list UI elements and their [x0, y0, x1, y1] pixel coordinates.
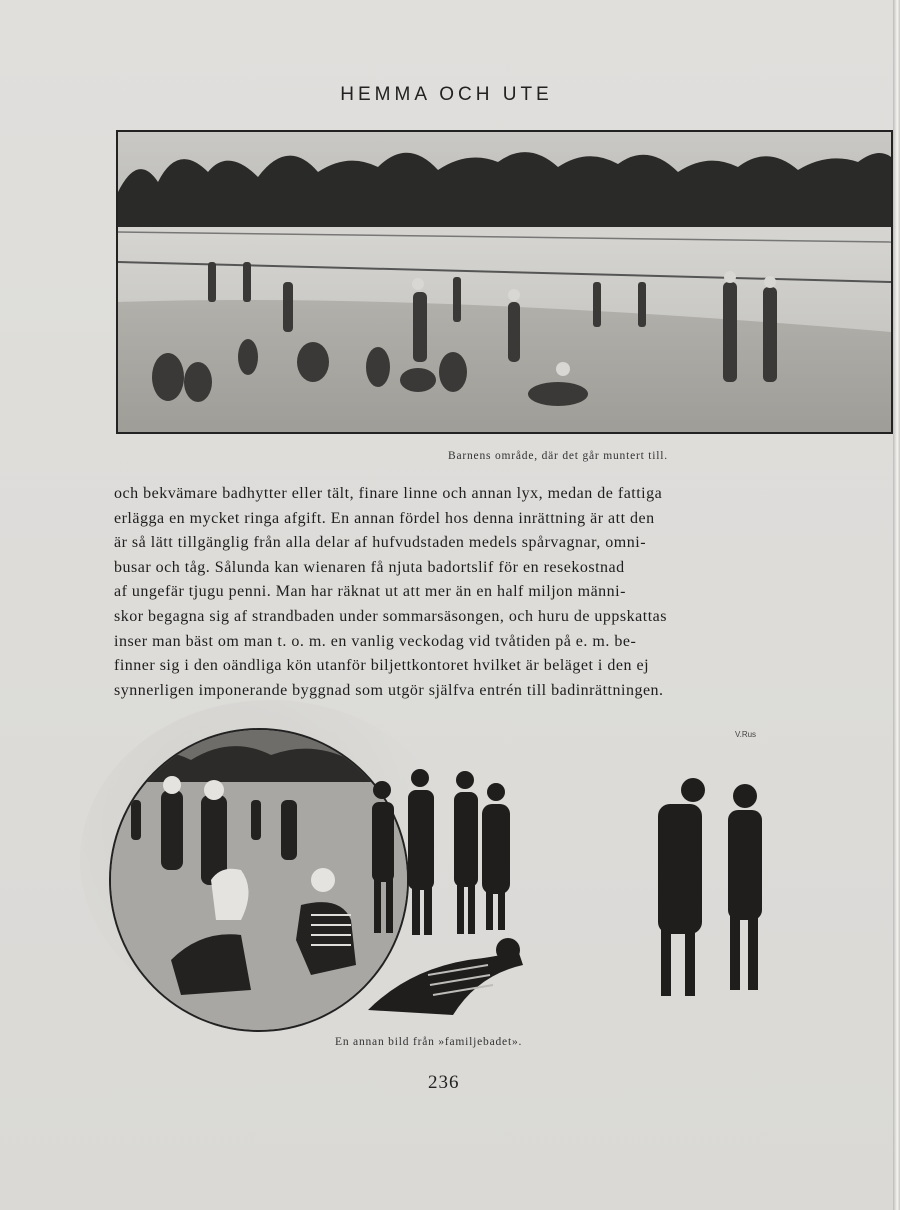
bottom-photo-caption: En annan bild från »familjebadet». — [335, 1036, 523, 1048]
page-edge — [893, 0, 900, 1210]
body-line: inser man bäst om man t. o. m. en vanlig veckodag vid tvåtiden på e. m. be- — [114, 632, 637, 650]
group-photo-illustration — [358, 760, 778, 1032]
body-line: erlägga en mycket ringa afgift. En annan fördel hos denna inrättning är att den — [114, 509, 655, 527]
body-line: synnerligen imponerande byggnad som utgör själfva entrén till badinrättningen. — [114, 681, 664, 699]
top-photo — [116, 130, 893, 434]
body-line: af ungefär tjugu penni. Man har räknat ut att mer än en half miljon männi- — [114, 583, 626, 601]
body-paragraph — [114, 482, 774, 703]
group-photo — [358, 760, 778, 1032]
body-line: är så lätt tillgänglig från alla delar af hufvudstaden medels spårvagnar, omni- — [114, 534, 647, 552]
beach-photo-illustration — [118, 132, 891, 432]
top-photo-caption: Barnens område, där det går muntert till. — [448, 450, 668, 462]
photographer-signature: V.Rus — [735, 730, 757, 739]
page-number: 236 — [428, 1072, 460, 1093]
body-line: skor begagna sig af strandbaden under sommarsäsongen, och huru de uppskattas — [114, 607, 667, 625]
body-line: och bekvämare badhytter eller tält, finare linne och annan lyx, medan de fattiga — [114, 485, 663, 502]
body-line: finner sig i den oändliga kön utanför biljettkontoret hvilket är beläget i den ej — [114, 657, 650, 675]
running-head: HEMMA OCH UTE — [340, 84, 553, 105]
body-line: busar och tåg. Sålunda kan wienaren få njuta badortslif för en resekostnad — [114, 558, 625, 576]
